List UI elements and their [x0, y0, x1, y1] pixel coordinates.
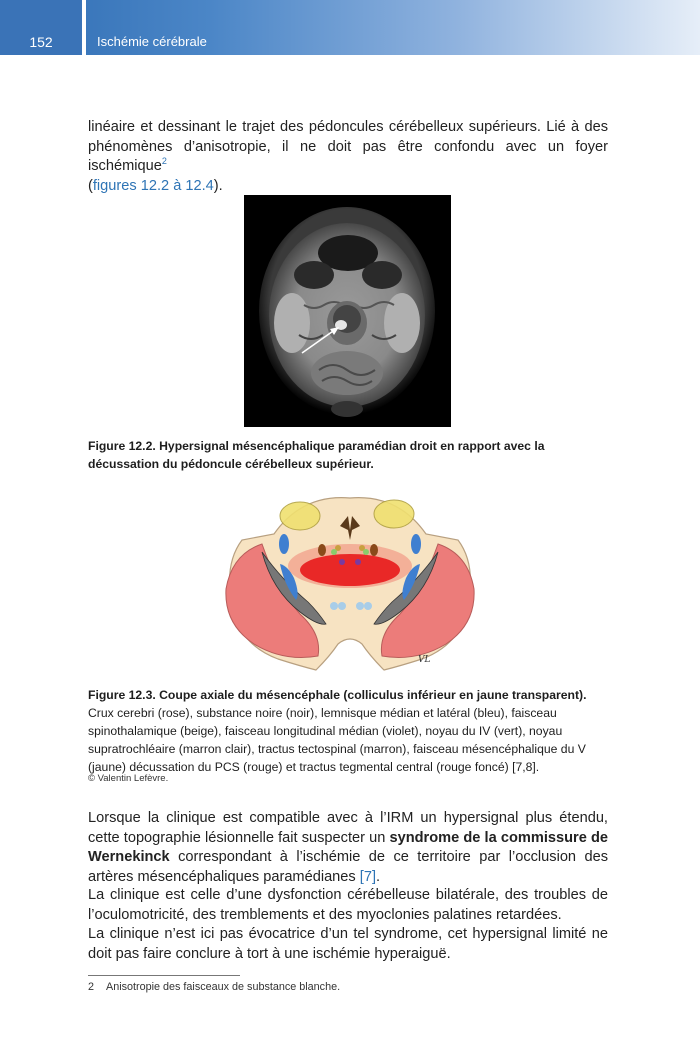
figure-reference-link[interactable]: figures 12.2 à 12.4: [92, 177, 214, 194]
page-number: 152: [0, 0, 82, 55]
paragraph-2-pre: Lorsque la clinique est compatible avec à l’IRM un hypersignal plus étendu, cette topographie lésionnelle fait suspecter un: [88, 810, 608, 846]
figure-credit: © Valentin Lefèvre.: [88, 773, 169, 784]
paragraph-wernekinck: [88, 809, 608, 887]
paragraph-conclusion: La clinique n’est ici pas évocatrice d’un tel syndrome, cet hypersignal limité ne doit pas faire conclure à tort à une ischémie hyperaiguë.: [88, 926, 608, 962]
mlf-right: [355, 559, 361, 565]
lemniscus-lateral-left: [279, 534, 289, 554]
nucleus-iv-right: [363, 549, 369, 555]
paragraph-text: linéaire et dessinant le trajet des pédoncules cérébelleux supérieurs. Lié à des phénomènes d’anisotropie, il ne doit pas être confondu avec un foyer ischémique: [88, 119, 608, 174]
footnote-number: 2: [88, 981, 95, 993]
footnote: [88, 981, 340, 993]
artist-signature: VL: [418, 655, 431, 665]
tectospinal-left: [318, 544, 326, 556]
footnote-rule: [88, 975, 240, 976]
close-paren: ).: [213, 177, 223, 194]
open-paren: (: [88, 177, 93, 194]
midbrain-diagram: [222, 494, 478, 674]
figure-12-2-text: Hypersignal mésencéphalique paramédian droit en rapport avec la décussation du pédoncule cérébelleux supérieur.: [88, 439, 545, 471]
chapter-title: Ischémie cérébrale: [97, 34, 207, 49]
mri-image: [244, 195, 451, 427]
paragraph-2-end: .: [376, 868, 381, 885]
figure-12-3-legend: Crux cerebri (rose), substance noire (noir), lemnisque médian et latéral (bleu), faisceau spinothalamique (beige), faisceau longitudinal médian (violet), noyau du IV (vert), noyau supratrochléaire (marron clair), tractus tectospinal (marron), faisceau mésencéphalique du V (jaune) décussation du PCS (rouge) et tractus tegmental central (rouge foncé) [7,8].: [88, 706, 586, 774]
nucleus-iv-left: [331, 549, 337, 555]
footnote-marker[interactable]: 2: [161, 156, 167, 167]
footnote-text: Anisotropie des faisceaux de substance blanche.: [106, 981, 341, 993]
figure-12-3-title: Coupe axiale du mésencéphale (colliculus inférieur en jaune transparent).: [159, 688, 587, 702]
lemniscus-lateral-right: [411, 534, 421, 554]
citation-link[interactable]: [7]: [359, 868, 377, 885]
syndrome-term: syndrome de la commissure de Wernekinck: [88, 829, 608, 865]
running-header: [0, 0, 700, 55]
mlf-left: [339, 559, 345, 565]
header-separator: [82, 0, 86, 55]
figure-12-3-label: Figure 12.3.: [88, 688, 156, 702]
colliculus-right: [374, 500, 414, 528]
figure-12-2-label: Figure 12.2.: [88, 439, 156, 453]
paragraph-2-post: correspondant à l’ischémie de ce territoire par l’occlusion des artères mésencéphaliques paramédianes: [88, 849, 608, 885]
tectospinal-right: [370, 544, 378, 556]
paragraph-clinical: La clinique est celle d’une dysfonction cérébelleuse bilatérale, des troubles de l’oculomotricité, des tremblements et des myoclonies palatines retardées.: [88, 887, 608, 923]
figure-12-2-caption: [88, 437, 608, 473]
colliculus-left: [280, 502, 320, 530]
paragraph-continuation: [88, 118, 608, 196]
figure-12-3-caption: [88, 686, 608, 776]
